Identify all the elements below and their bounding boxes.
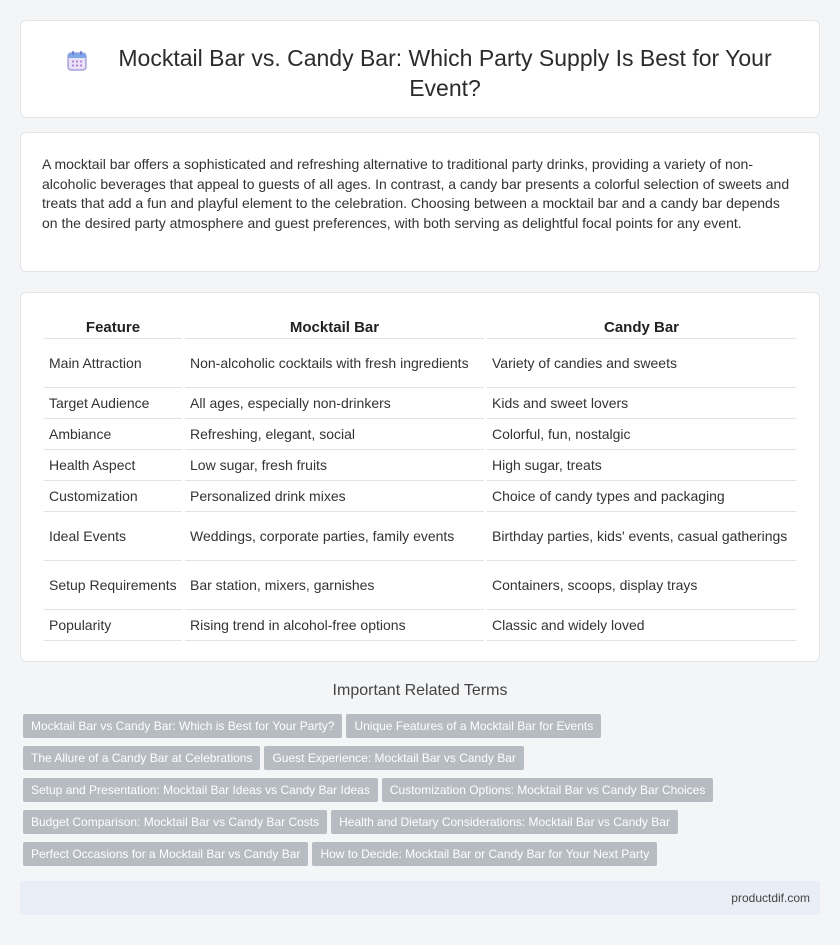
mocktail-cell: Weddings, corporate parties, family events (185, 512, 484, 561)
related-term-tag[interactable]: Customization Options: Mocktail Bar vs Candy Bar Choices (382, 778, 713, 802)
table-row (44, 450, 796, 481)
related-term-tag[interactable]: The Allure of a Candy Bar at Celebrations (23, 746, 260, 770)
table-row (44, 481, 796, 512)
feature-cell: Ambiance (44, 419, 182, 450)
mocktail-cell: Refreshing, elegant, social (185, 419, 484, 450)
table-row (44, 419, 796, 450)
header-mocktail-bar: Mocktail Bar (185, 313, 484, 339)
table-row (44, 561, 796, 610)
related-term-tag[interactable]: Perfect Occasions for a Mocktail Bar vs Candy Bar (23, 842, 308, 866)
related-terms-list (23, 714, 823, 874)
candy-cell: Variety of candies and sweets (487, 339, 796, 388)
comparison-table (41, 313, 799, 641)
title-card (20, 20, 820, 118)
mocktail-cell: Non-alcoholic cocktails with fresh ingredients (185, 339, 484, 388)
mocktail-cell: Rising trend in alcohol-free options (185, 610, 484, 641)
header-feature: Feature (44, 313, 182, 339)
intro-card (20, 132, 820, 272)
related-term-tag[interactable]: Guest Experience: Mocktail Bar vs Candy Bar (264, 746, 523, 770)
header-candy-bar: Candy Bar (487, 313, 796, 339)
candy-cell: Birthday parties, kids' events, casual gatherings (487, 512, 796, 561)
candy-cell: Classic and widely loved (487, 610, 796, 641)
footer (20, 881, 820, 915)
intro-paragraph: A mocktail bar offers a sophisticated and refreshing alternative to traditional party drinks, providing a variety of non-alcoholic beverages that appeal to guests of all ages. In contrast, a candy bar presents a colorful selection of sweets and treats that add a fun and playful element to the celebration. Choosing between a mocktail bar and a candy bar depends on the desired party atmosphere and guest preferences, with both serving as delightful focal points for any event. (42, 156, 790, 231)
comparison-card (20, 292, 820, 662)
feature-cell: Ideal Events (44, 512, 182, 561)
candy-cell: Containers, scoops, display trays (487, 561, 796, 610)
table-row (44, 512, 796, 561)
candy-cell: Colorful, fun, nostalgic (487, 419, 796, 450)
feature-cell: Customization (44, 481, 182, 512)
mocktail-cell: All ages, especially non-drinkers (185, 388, 484, 419)
mocktail-cell: Low sugar, fresh fruits (185, 450, 484, 481)
related-term-tag[interactable]: How to Decide: Mocktail Bar or Candy Bar for Your Next Party (312, 842, 657, 866)
table-row (44, 610, 796, 641)
related-terms-heading: Important Related Terms (332, 682, 508, 699)
table-row (44, 339, 796, 388)
feature-cell: Main Attraction (44, 339, 182, 388)
site-name[interactable]: productdif.com (731, 891, 810, 905)
mocktail-cell: Bar station, mixers, garnishes (185, 561, 484, 610)
feature-cell: Popularity (44, 610, 182, 641)
feature-cell: Target Audience (44, 388, 182, 419)
candy-cell: High sugar, treats (487, 450, 796, 481)
candy-cell: Choice of candy types and packaging (487, 481, 796, 512)
related-term-tag[interactable]: Unique Features of a Mocktail Bar for Events (346, 714, 601, 738)
feature-cell: Setup Requirements (44, 561, 182, 610)
feature-cell: Health Aspect (44, 450, 182, 481)
related-term-tag[interactable]: Setup and Presentation: Mocktail Bar Ideas vs Candy Bar Ideas (23, 778, 378, 802)
table-row (44, 388, 796, 419)
mocktail-cell: Personalized drink mixes (185, 481, 484, 512)
table-header-row (44, 313, 796, 339)
related-term-tag[interactable]: Budget Comparison: Mocktail Bar vs Candy Bar Costs (23, 810, 327, 834)
page-title: Mocktail Bar vs. Candy Bar: Which Party Supply Is Best for Your Event? (118, 45, 772, 101)
related-term-tag[interactable]: Mocktail Bar vs Candy Bar: Which is Best for Your Party? (23, 714, 342, 738)
related-term-tag[interactable]: Health and Dietary Considerations: Mocktail Bar vs Candy Bar (331, 810, 678, 834)
candy-cell: Kids and sweet lovers (487, 388, 796, 419)
